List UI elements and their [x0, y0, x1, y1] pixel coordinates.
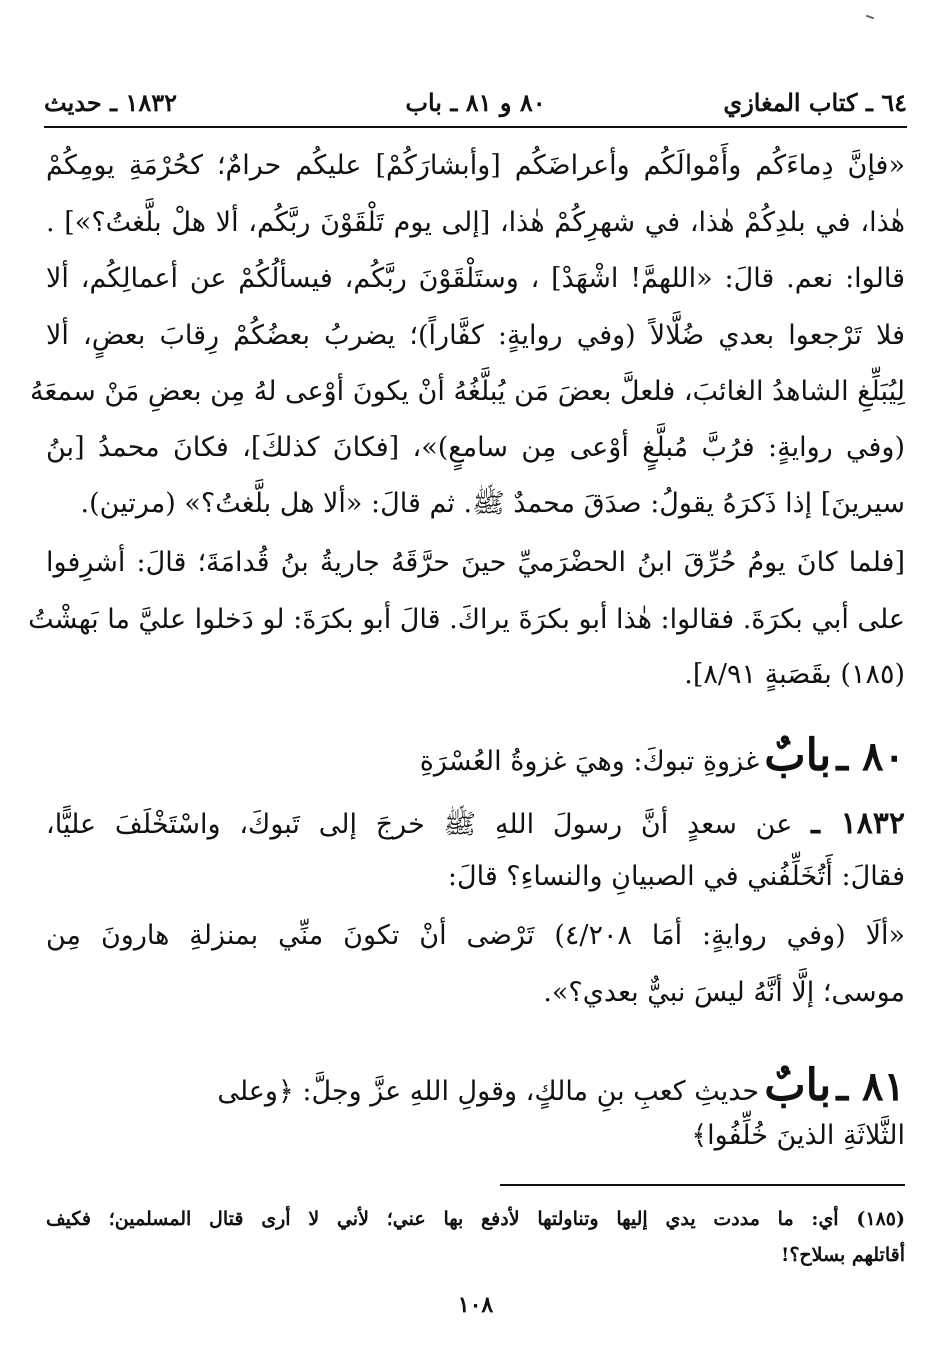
hadith-line — [46, 804, 905, 845]
text-line: (وفي روايةٍ: فرُبَّ مُبلَّغٍ أوْعى مِن سامعٍ)»، [فكانَ كذلكَ]، فكانَ محمدُ [بنُ — [46, 432, 905, 463]
text-line: سيرينَ] إذا ذَكرَهُ يقولُ: صدَقَ محمدٌ ﷺ. ثم قالَ: «ألا هل بلَّغتُ؟» (مرتين). — [80, 488, 905, 519]
hadith-quote-line: «ألَا (وفي روايةٍ: أمَا ٤/٢٠٨) تَرْضى أنْ تكونَ منِّي بمنزلةِ هارونَ مِن — [46, 920, 906, 951]
chapter-number: ٨٠ ـ — [836, 733, 905, 780]
chapter-heading-81 — [46, 1058, 905, 1123]
text-line: فلا تَرْجعوا بعدي ضُلَّالاً (وفي روايةٍ: كفَّاراً)؛ يضربُ بعضُكُمْ رِقابَ بعضٍ، ألا — [46, 320, 905, 351]
chapter-number: ٨١ ـ — [836, 1063, 905, 1110]
footnote-separator — [500, 1184, 905, 1186]
running-header — [44, 84, 907, 128]
page-number: ١٠٨ — [457, 1292, 494, 1318]
hadith-quote-line: موسى؛ إلَّا أنَّهُ ليسَ نبيٌّ بعدي؟». — [543, 977, 905, 1008]
text-line: (١٨٥) بقَصَبةٍ ٨/٩١]. — [684, 659, 905, 690]
text-line: [فلما كانَ يومُ حُرِّقَ ابنُ الحضْرَميِّ حينَ حرَّقَهُ جاريةُ بنُ قُدامَةَ؛ قالَ: أشرِفوا — [46, 547, 905, 578]
chapter-word: بابٌ — [764, 1060, 832, 1111]
chapter-word: بابٌ — [764, 730, 832, 781]
chapter-heading-80 — [46, 728, 905, 793]
text-line: هٰذا، في بلدِكُمْ هٰذا، في شهرِكُمْ هٰذا، [إلى يوم تَلْقَوْنَ ربَّكُم، ألا هلْ بلَّغتُ؟»] . — [46, 207, 905, 238]
chapter-title: غزوةِ تبوكَ: وهيَ غزوةُ العُسْرَةِ — [419, 746, 760, 777]
text-line: لِيُبَلِّغِ الشاهدُ الغائبَ، فلعلَّ بعضَ مَن يُبلَّغُهُ أنْ يكونَ أوْعى لهُ مِن بعضِ مَنْ سمعَهُ — [30, 376, 905, 407]
scan-speck — [866, 15, 874, 20]
text-line: على أبي بكرَةَ. فقالوا: هٰذا أبو بكرَةَ يراكَ. قالَ أبو بكرَةَ: لو دَخلوا عليَّ ما بَهشْتُ — [28, 604, 905, 635]
footnote-line: (١٨٥) أي: ما مددت يدي إليها وتناولتها لأدفع بها عني؛ لأني لا أرى قتال المسلمين؛ فكيف — [46, 1208, 905, 1230]
text-line: قالوا: نعم. قالَ: «اللهمَّ! اشْهَدْ] ، وستَلْقَوْنَ ربَّكُم، فيسألُكُمْ عن أعمالِكُم، ألا — [46, 263, 905, 294]
header-book-title: ٦٤ ـ كتاب المغازي — [723, 88, 907, 117]
header-chapter-range: ٨٠ و ٨١ ـ باب — [405, 88, 546, 117]
footnote-line: أقاتلهم بسلاح؟! — [780, 1244, 905, 1266]
chapter-title: حديثِ كعبِ بنِ مالكٍ، وقولِ اللهِ عزَّ وجلَّ: ﴿وعلى — [217, 1076, 760, 1107]
text-line: «فإنَّ دِماءَكُم وأَمْوالَكُم وأعراضَكُم [وأبشارَكُمْ] عليكُم حرامٌ؛ كحُرْمَةِ يومِكُمْ — [46, 150, 905, 181]
chapter-title-continued: الثَّلاثَةِ الذينَ خُلِّفُوا﴾ — [691, 1120, 905, 1151]
hadith-number: ١٨٣٢ ـ — [811, 806, 906, 841]
header-hadith-number: ١٨٣٢ ـ حديث — [44, 88, 177, 117]
hadith-line: فقالَ: أَتُخَلِّفُني في الصبيانِ والنساءِ؟ قالَ: — [447, 861, 905, 892]
hadith-text: عن سعدٍ أنَّ رسولَ اللهِ ﷺ خرجَ إلى تَبوكَ، واسْتَخْلَفَ عليًّا، — [46, 809, 793, 840]
